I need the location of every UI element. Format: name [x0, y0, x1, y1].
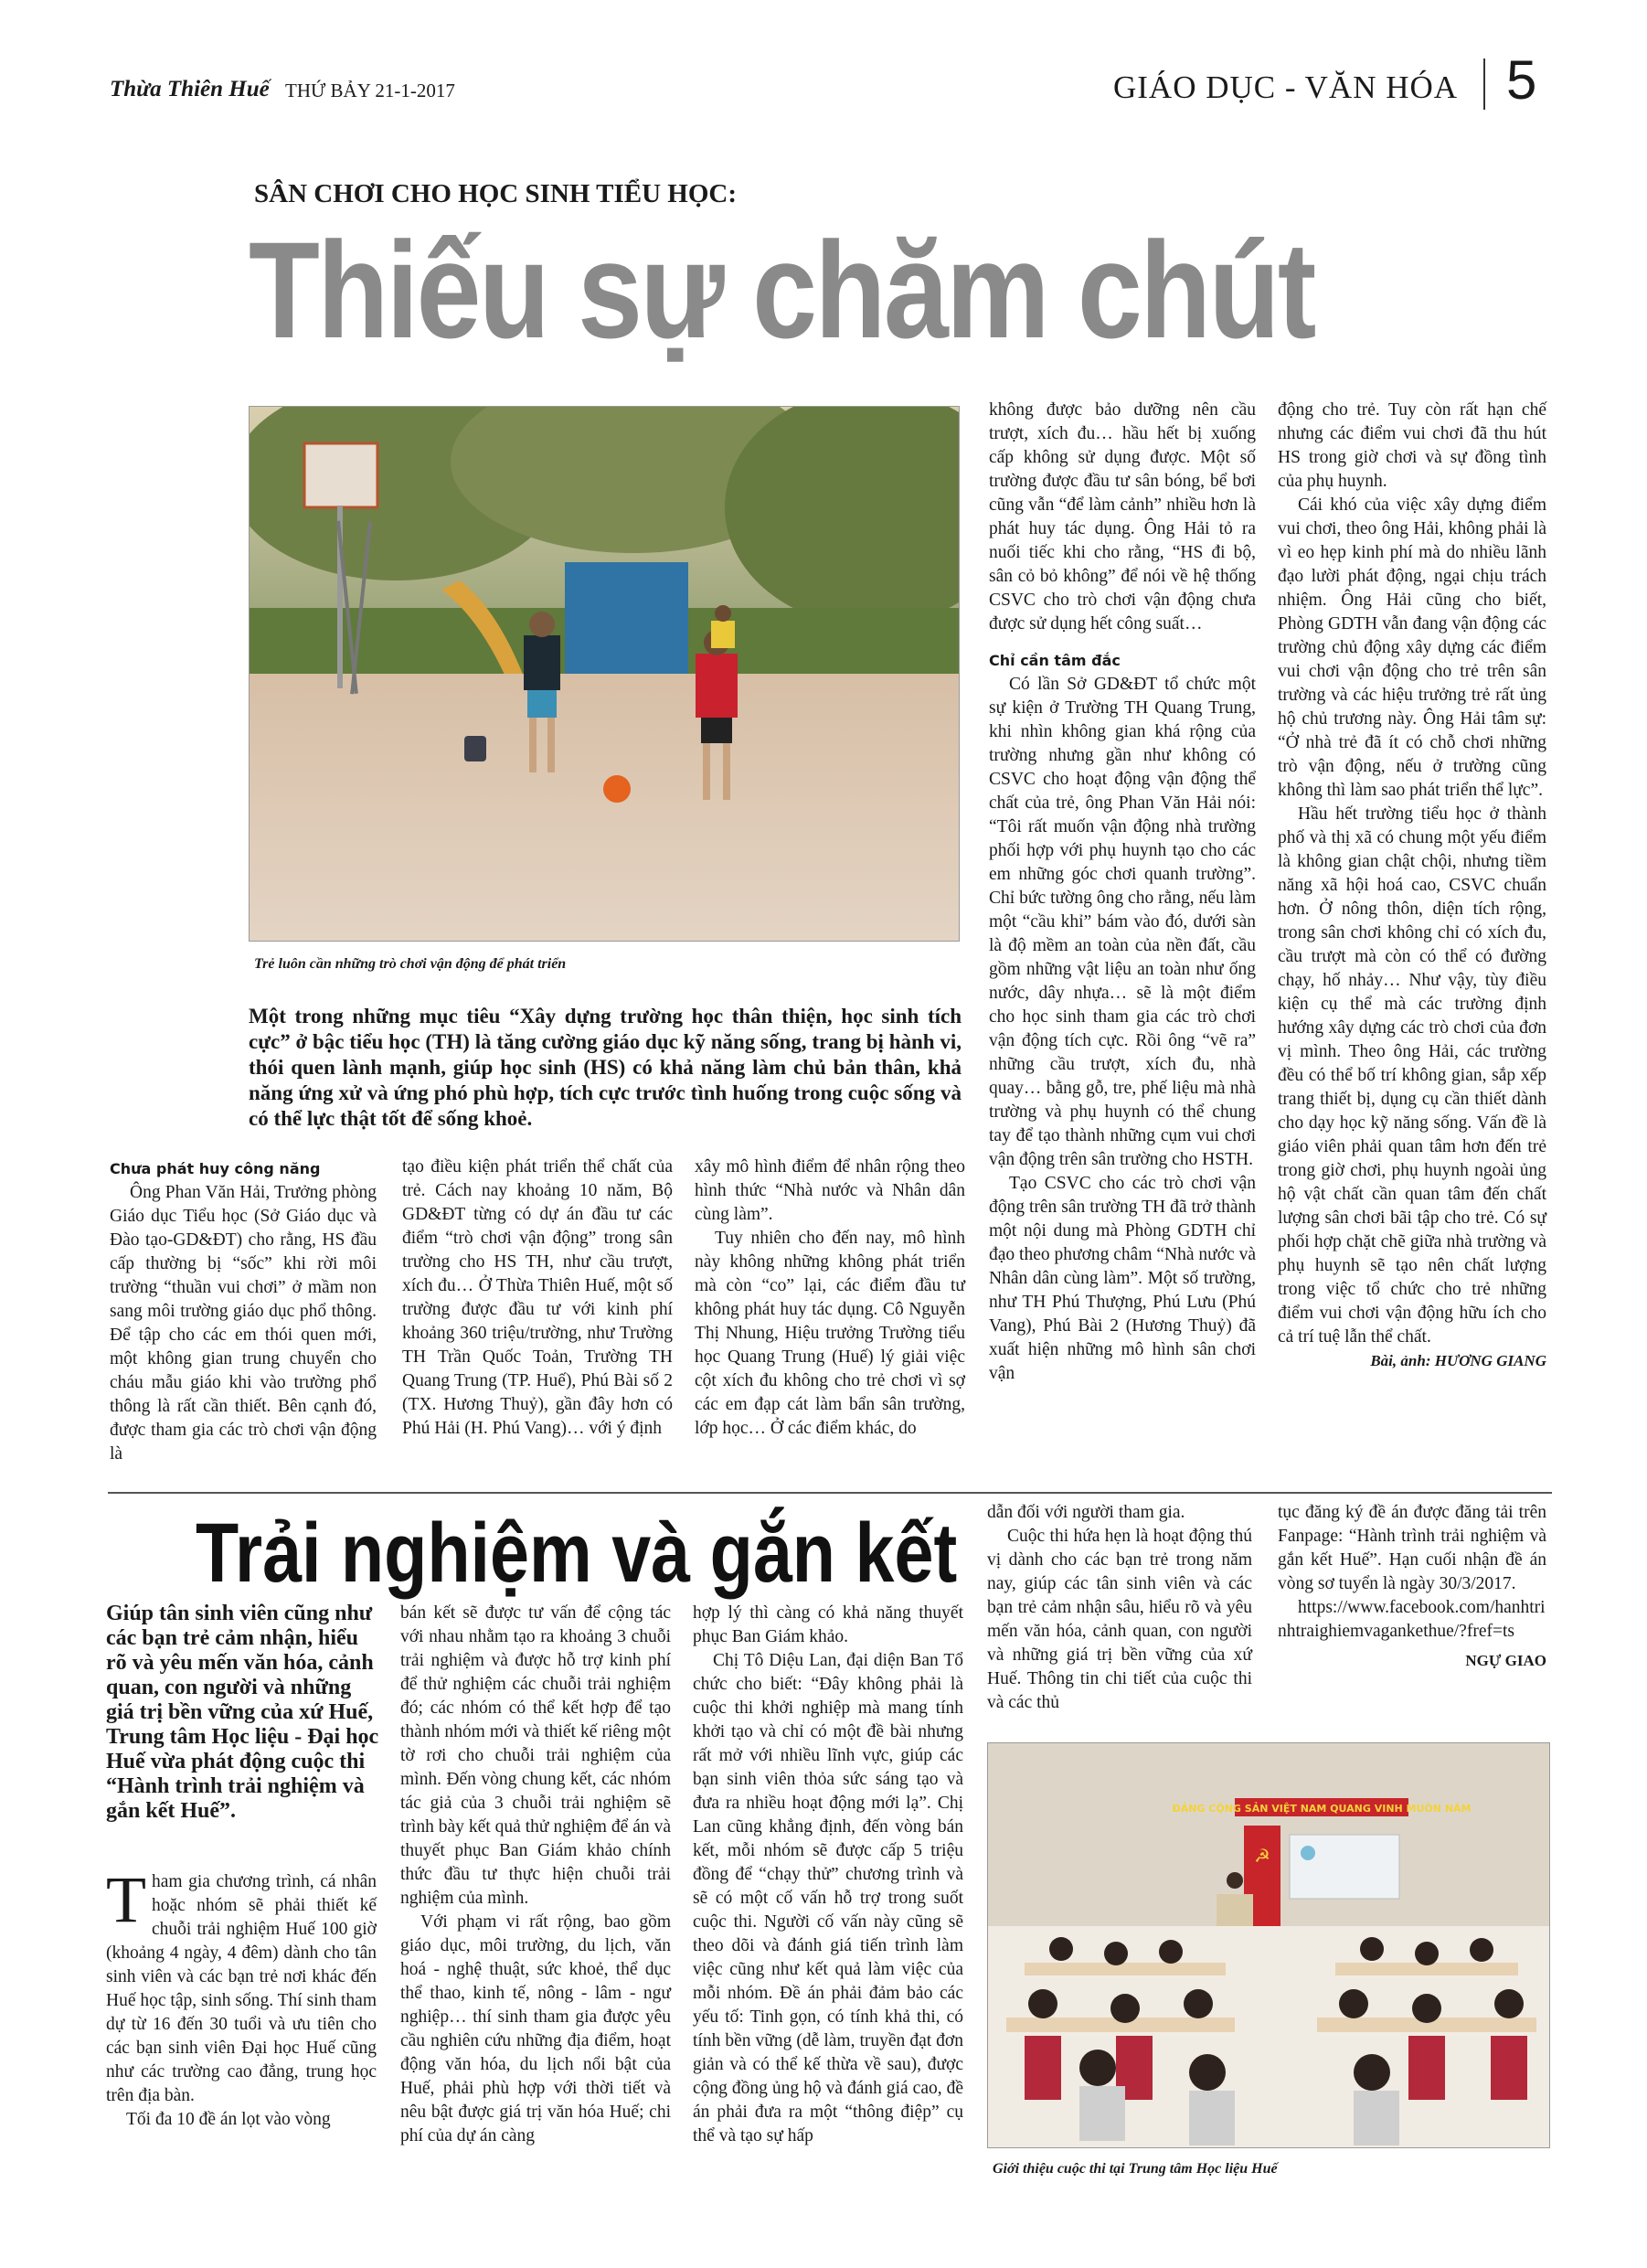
article2-col1-text-b: Tối đa 10 đề án lọt vào vòng [126, 2110, 331, 2129]
article2-headline: Trải nghiệm và gắn kết [196, 1507, 958, 1600]
article1-photo-caption: Trẻ luôn cần những trò chơi vận động để phát triển [254, 956, 567, 972]
article1-column-5 [1278, 399, 1546, 1373]
masthead-section: GIÁO DỤC - VĂN HÓA [1113, 69, 1459, 105]
article1-subhead-2: Chỉ cần tâm đắc [989, 652, 1121, 669]
article2-col2-text-a: bán kết sẽ được tư vấn để cộng tác với nhau nhằm tạo ra khoảng 3 chuỗi trải nghiệm và được hỗ trợ kinh phí để thử nghiệm các chuỗi trải nghiệm đó; các nhóm có thể kết hợp để tạo thành nhóm mới và thiết kế riêng một tờ rơi cho chuỗi trải nghiệm của mình. Đến vòng chung kết, các nhóm tác giả của 3 chuỗi trải nghiệm sẽ trình bày kết quả thử nghiệm để án và thuyết phục Ban Giám khảo chính thức đầu tư thực hiện chuỗi trải nghiệm của mình. [400, 1603, 671, 1908]
article1-column-2 [402, 1155, 673, 1441]
masthead-paper-name: Thừa Thiên Huế [110, 77, 270, 101]
article1-col2-text: tạo điều kiện phát triển thể chất của trẻ. Cách nay khoảng 10 năm, Bộ GD&ĐT từng có dự án đầu tư các điểm “trò chơi vận động” trong sân trường cho HS TH, như cầu trượt, xích đu… Ở Thừa Thiên Huế, một số trường được đầu tư với kinh phí khoảng 360 triệu/trường, như Trường TH Trần Quốc Toản, Trường TH Quang Trung (TP. Huế), Phú Bài số 2 (TX. Hương Thuỷ), gần đây hơn có Phú Hải (H. Phú Vang)… với ý định [402, 1157, 673, 1438]
article2-col4-text-b: Cuộc thi hứa hẹn là hoạt động thú vị dành cho các bạn trẻ trong năm nay, giúp các tân sinh viên và các bạn trẻ cảm nhận sâu, hiểu rõ và yêu mến văn hóa, cảnh quan, con người và những giá trị bền vững của xứ Huế. Thông tin chi tiết của cuộc thi và các thủ [987, 1527, 1252, 1712]
article1-headline: Thiếu sự chăm chút [249, 213, 1314, 367]
article1-column-1 [110, 1157, 377, 1466]
svg-text:☭: ☭ [1254, 1847, 1270, 1867]
article1-col5-text-a: động cho trẻ. Tuy còn rất hạn chế nhưng các điểm vui chơi đã thu hút HS trong giờ chơi và sự đồng tình của phụ huynh. [1278, 400, 1546, 491]
article2-dropcap: T [106, 1863, 146, 1936]
article1-col4-text-c: Tạo CSVC cho các trò chơi vận động trên sân trường TH đã trở thành một nội dung mà Phòng GDTH chỉ đạo theo phương châm “Nhà nước và Nhân dân cùng làm”. Một số trường, như TH Phú Thượng, Phú Lưu (Phú Vang), Phú Bài 2 (Hương Thuỷ) đã xuất hiện những mô hình sân chơi vận [989, 1174, 1256, 1383]
article2-col5-text-a: tục đăng ký đề án được đăng tải trên Fanpage: “Hành trình trải nghiệm và gắn kết Huế”. Hạn cuối nhận đề án vòng sơ tuyển là ngày 30/3/2017. [1278, 1503, 1546, 1593]
article2-col3-text-a: hợp lý thì càng có khả năng thuyết phục Ban Giám khảo. [693, 1603, 963, 1646]
article1-column-4 [989, 399, 1256, 1386]
article2-column-3 [693, 1602, 963, 2148]
article-separator [108, 1492, 1552, 1494]
masthead-divider [1483, 59, 1485, 110]
article1-photo [249, 406, 960, 942]
article1-col5-text-c: Hầu hết trường tiểu học ở thành phố và thị xã có chung một yếu điểm là không gian chật chội, nhưng tiềm năng xã hội hoá cao, CSVC chuẩn hơn. Ở nông thôn, diện tích rộng, trong sân chơi không chỉ có xích đu, cầu trượt mà còn có thể có đường chạy, hố nhảy… Như vậy, tùy điều kiện cụ thể mà các trường định hướng xây dựng các trò chơi của đơn vị mình. Theo ông Hải, các trường đều có thể bố trí không gian, sắp xếp trang thiết bị, dụng cụ cần thiết dành cho dạy học kỹ năng sống. Vấn đề là giáo viên phải quan tâm hơn đến trẻ trong giờ chơi, phụ huynh ngoài ủng hộ vật chất cần quan tâm đến chất lượng sân chơi bãi tập cho trẻ. Có sự phối hợp chặt chẽ giữa nhà trường và phụ huynh sẽ tạo nên chất lượng trong việc tổ chức cho trẻ những điểm vui chơi vận động hữu ích cho cả trí tuệ lẫn thể chất. [1278, 804, 1546, 1347]
article2-photo [987, 1742, 1550, 2148]
page-number: 5 [1506, 49, 1537, 111]
article1-col3-text-a: xây mô hình điểm để nhân rộng theo hình thức “Nhà nước và Nhân dân cùng làm”. [695, 1157, 965, 1224]
article2-column-4 [987, 1501, 1252, 1715]
article1-column-3 [695, 1155, 965, 1441]
article2-byline: NGỰ GIAO [1465, 1652, 1546, 1669]
article1-col4-text-b: Có lần Sở GD&ĐT tổ chức một sự kiện ở Trường TH Quang Trung, khi nhìn không gian khá rộng của trường nhưng gần như không có CSVC cho hoạt động vận động thể chất của trẻ, ông Phan Văn Hải nói: “Tôi rất muốn vận động nhà trường phối hợp với phụ huynh tạo cho các em những góc chơi quanh trường”. Chỉ bức tường ông cho rằng, nếu làm một “cầu khỉ” bám vào đó, dưới sàn là độ mềm an toàn của nền đất, cầu gồm những vật liệu an toàn như ống nước, dây nhựa… sẽ là một điểm cho học sinh tham gia các trò chơi vận động tích cực. Rồi ông “vẽ ra” những cầu trượt, xích đu, nhà quay… bằng gỗ, tre, phế liệu mà nhà trường và phụ huynh có thể chung tay để tạo thành những cụm vui chơi vận động trên sân trường cho HSTH. [989, 675, 1256, 1169]
article2-lead: Giúp tân sinh viên cũng như các bạn trẻ cảm nhận, hiểu rõ và yêu mến văn hóa, cảnh quan, con người và những giá trị bền vững của xứ Huế, Trung tâm Học liệu - Đại học Huế vừa phát động cuộc thi “Hành trình trải nghiệm và gắn kết Huế”. [106, 1602, 379, 1823]
article1-byline: Bài, ảnh: HƯƠNG GIANG [1370, 1352, 1546, 1369]
article2-col2-text-b: Với phạm vi rất rộng, bao gồm giáo dục, môi trường, du lịch, văn hoá - nghệ thuật, sức khoẻ, thể dục thể thao, kinh tế, nông - lâm - ngư nghiệp… thí sinh tham gia được yêu cầu nghiên cứu những địa điểm, hoạt động văn hóa, du lịch nổi bật của Huế, phải phù hợp với thời tiết và nêu bật được giá trị văn hóa Huế; chi phí của dự án càng [400, 1912, 671, 2146]
article2-photo-caption: Giới thiệu cuộc thi tại Trung tâm Học liệu Huế [993, 2161, 1278, 2177]
article2-col3-text-b: Chị Tô Diệu Lan, đại diện Ban Tổ chức cho biết: “Đây không phải là cuộc thi khởi nghiệp mà mang tính khởi tạo và chỉ có một đề bài nhưng rất mở với nhiều lĩnh vực, giúp các bạn sinh viên thỏa sức sáng tạo và đưa ra nhiều hoạt động mới lạ”. Chị Lan cũng khẳng định, đến vòng bán kết, mỗi nhóm sẽ được cấp 5 triệu đồng để “chạy thử” chương trình và sẽ có một cố vấn hỗ trợ trong suốt cuộc thi. Người cố vấn này cũng sẽ theo dõi và đánh giá tiến trình làm việc cũng như kết quả làm việc của mỗi nhóm. Đề án phải đảm bảo các yếu tố: Tinh gọn, có tính khả thi, có tính bền vững (dễ làm, truyền đạt đơn giản và có thể kế thừa về sau), được cộng đồng ủng hộ và đánh giá cao, đề án phải đưa ra một “thông điệp” cụ thể và tạo sự hấp [693, 1651, 963, 2146]
article1-col1-text: Ông Phan Văn Hải, Trưởng phòng Giáo dục Tiểu học (Sở Giáo dục và Đào tạo-GD&ĐT) cho rằng, HS đầu cấp thường bị “sốc” khi rời môi trường “thuần vui chơi” ở mầm non sang môi trường giáo dục phổ thông. Để tập cho các em thói quen mới, một không gian trung chuyển cho cháu mẫu giáo khi vào trường phổ thông là rất cần thiết. Bên cạnh đó, được tham gia các trò chơi vận động là [110, 1183, 377, 1464]
article2-column-5 [1278, 1501, 1546, 1673]
schoolyard-image [250, 407, 959, 941]
article1-col4-text-a: không được bảo dưỡng nên cầu trượt, xích đu… hầu hết bị xuống cấp không sử dụng được. Một số trường được đầu tư sân bóng, bể bơi cũng vẫn “để làm cảnh” nhiều hơn là phát huy tác dụng. Ông Hải tỏ ra nuối tiếc khi cho rằng, “HS đi bộ, sân cỏ bỏ không” để nói về hệ thống CSVC cho trò chơi vận động chưa được sử dụng hết công suất… [989, 400, 1256, 634]
article1-subhead-1: Chưa phát huy công năng [110, 1160, 321, 1177]
photo-banner-text: ĐẢNG CỘNG SẢN VIỆT NAM QUANG VINH MUÔN NĂM [1172, 1803, 1472, 1815]
article2-column-1 [106, 1863, 377, 2132]
article2-col1-text-a: ham gia chương trình, cá nhân hoặc nhóm sẽ phải thiết kế chuỗi trải nghiệm Huế 100 giờ (khoảng 4 ngày, 4 đêm) dành cho tân sinh viên và các bạn trẻ nơi khác đến Huế học tập, sinh sống. Thí sinh tham dự từ 16 đến 30 tuổi và ưu tiên cho các bạn sinh viên Đại học Huế cũng như các trường cao đẳng, trung học trên địa bàn. [106, 1872, 377, 2105]
article1-lead: Một trong những mục tiêu “Xây dựng trường học thân thiện, học sinh tích cực” ở bậc tiểu học (TH) là tăng cường giáo dục kỹ năng sống, trang bị hành vi, thói quen lành mạnh, giúp học sinh (HS) có khả năng làm chủ bản thân, khả năng ứng xử và ứng phó phù hợp, tích cực trước tình huống trong cuộc sống và có thể lực thật tốt để sống khoẻ. [249, 1005, 962, 1130]
article2-column-2 [400, 1602, 671, 2148]
article1-col3-text-b: Tuy nhiên cho đến nay, mô hình này không những không phát triển mà còn “co” lại, các điểm đầu tư không phát huy tác dụng. Cô Nguyễn Thị Nhung, Hiệu trưởng Trường tiểu học Quang Trung (Huế) lý giải việc cột xích đu không cho trẻ chơi vì sợ các em đạp cát làm bẩn sân trường, lớp học… Ở các điểm khác, do [695, 1229, 965, 1438]
masthead-date: THỨ BẢY 21-1-2017 [285, 80, 455, 101]
classroom-image [988, 1743, 1549, 2147]
article1-kicker: SÂN CHƠI CHO HỌC SINH TIỂU HỌC: [254, 179, 737, 208]
article2-col4-text-a: dẫn đối với người tham gia. [987, 1503, 1185, 1522]
article1-col5-text-b: Cái khó của việc xây dựng điểm vui chơi, theo ông Hải, không phải là vì eo hẹp kinh phí mà do nhiều lãnh đạo lười phát động, ngại chịu trách nhiệm. Ông Hải cũng cho biết, Phòng GDTH vẫn đang vận động các trường chủ động xây dựng các điểm vui chơi vận động cho trẻ trên sân trường và các hiệu trưởng trẻ rất ủng hộ chủ trương này. Ông Hải tâm sự: “Ở nhà trẻ đã ít có chỗ chơi những trò vận động, nếu ở trường cũng không thì làm sao phát triển thể lực”. [1278, 495, 1546, 800]
article2-facebook-link[interactable]: https://www.facebook.com/hanhtrinhtraighiemvagankethue/?fref=ts [1278, 1598, 1546, 1641]
